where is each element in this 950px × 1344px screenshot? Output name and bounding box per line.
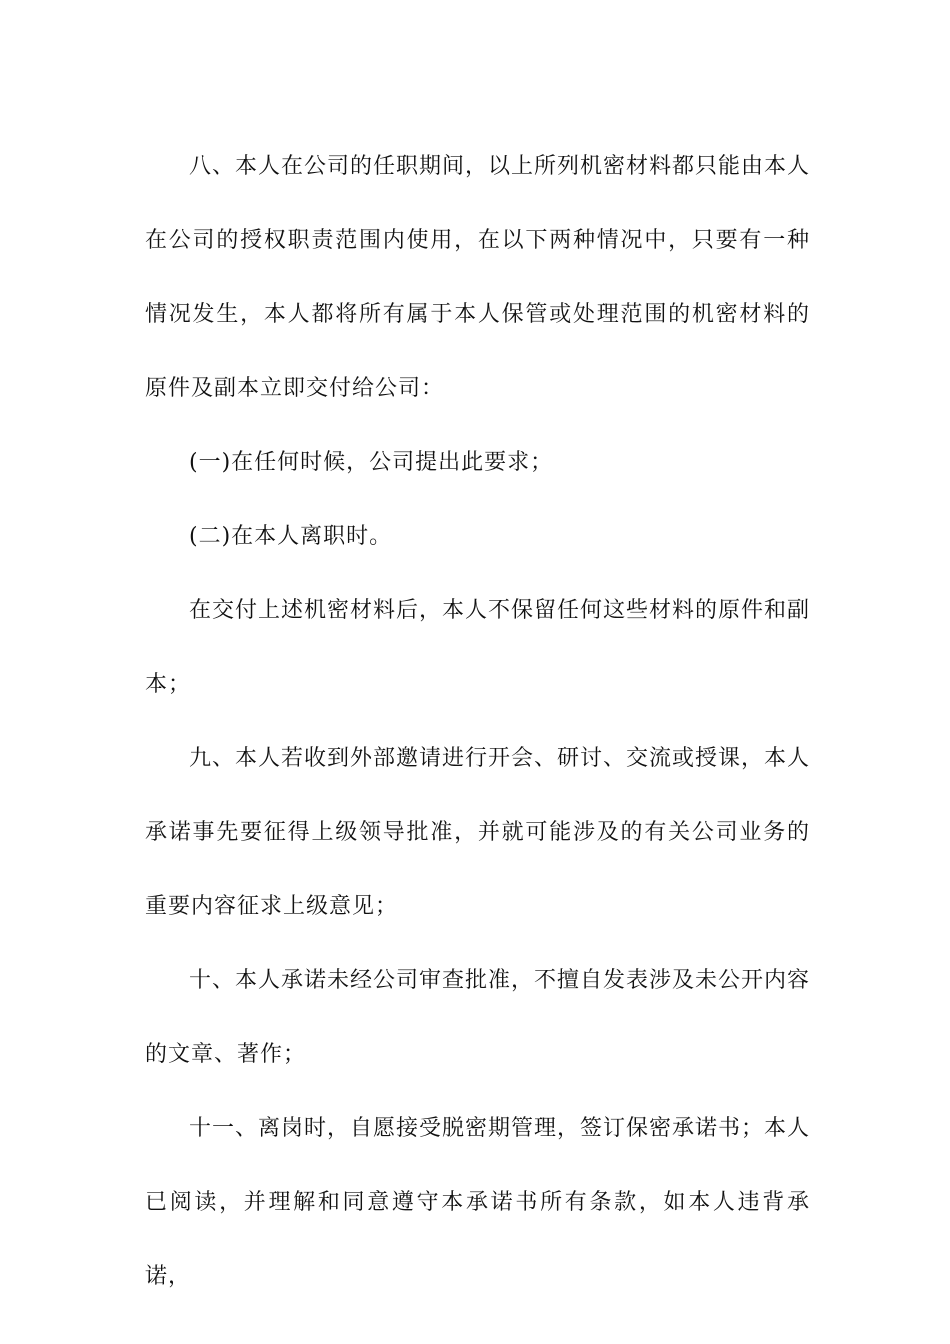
paragraph-clause-9: 九、本人若收到外部邀请进行开会、研讨、交流或授课，本人承诺事先要征得上级领导批准，并就可能涉及的有关公司业务的重要内容征求上级意见；: [145, 746, 811, 919]
paragraph-clause-8-note: 在交付上述机密材料后，本人不保留任何这些材料的原件和副本；: [145, 598, 811, 697]
paragraph-clause-10: 十、本人承诺未经公司审查批准，不擅自发表涉及未公开内容的文章、著作；: [145, 968, 811, 1067]
paragraph-clause-8: 八、本人在公司的任职期间，以上所列机密材料都只能由本人在公司的授权职责范围内使用，在以下两种情况中，只要有一种情况发生，本人都将所有属于本人保管或处理范围的机密材料的原件及副本立即交付给公司：: [145, 154, 811, 401]
paragraph-clause-8-item-1: (一)在任何时候，公司提出此要求；: [189, 450, 554, 475]
paragraph-clause-11: 十一、离岗时，自愿接受脱密期管理，签订保密承诺书；本人已阅读，并理解和同意遵守本承诺书所有条款，如本人违背承诺，: [145, 1116, 811, 1289]
paragraph-clause-8-item-2: (二)在本人离职时。: [189, 524, 393, 549]
